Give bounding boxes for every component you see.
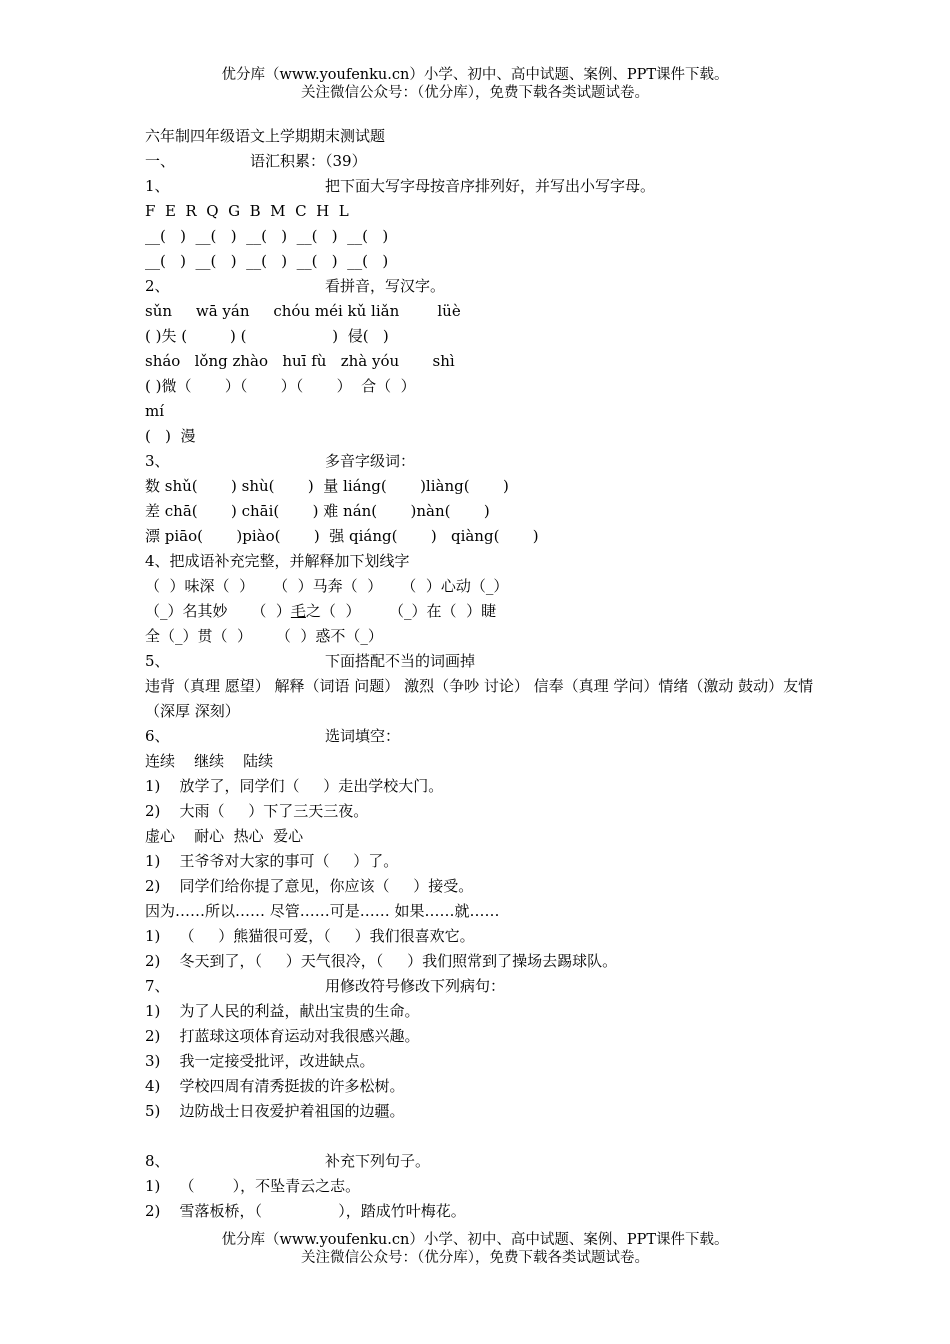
header-line-1: 优分库（www.youfenku.cn）小学、初中、高中试题、案例、PPT课件下载。	[221, 67, 729, 83]
q2-number: 2、	[145, 277, 170, 295]
q6-item-2-2: 2) 同学们给你提了意见，你应该（ ）接受。	[145, 877, 474, 895]
q3-line-3: 漂 piāo( )piào( ) 强 qiáng( ) qiàng( )	[145, 527, 539, 545]
q2-text: 看拼音，写汉字。	[325, 277, 446, 295]
q6-text: 选词填空：	[325, 727, 401, 745]
q2-pinyin-2: sháo lǒng zhào huī fù zhà yóu shì	[145, 352, 455, 370]
footer-line-1: 优分库（www.youfenku.cn）小学、初中、高中试题、案例、PPT课件下载。	[221, 1232, 729, 1248]
q2-hanzi-3: ( ) 漫	[145, 427, 196, 445]
q6-item-1-1: 1) 放学了，同学们（ ）走出学校大门。	[145, 777, 444, 795]
q7-number: 7、	[145, 977, 170, 995]
spacer	[145, 1124, 815, 1149]
q6-item-1-2: 2) 大雨（ ）下了三天三夜。	[145, 802, 369, 820]
q5-heading	[145, 649, 815, 674]
q4-line-2-part-a: （_）名其妙 （ ）	[145, 602, 291, 620]
document-body	[145, 124, 815, 1224]
q2-pinyin-3: mí	[145, 402, 165, 420]
q3-heading	[145, 449, 815, 474]
q7-item-2: 2) 打蓝球这项体育运动对我很感兴趣。	[145, 1027, 420, 1045]
q7-item-5: 5) 边防战士日夜爱护着祖国的边疆。	[145, 1102, 405, 1120]
q3-line-1: 数 shǔ( ) shù( ) 量 liáng( )liàng( )	[145, 477, 509, 495]
q5-text: 下面搭配不当的词画掉	[325, 652, 476, 670]
q7-item-3: 3) 我一定接受批评，改进缺点。	[145, 1052, 375, 1070]
q6-words-3: 因为……所以…… 尽管……可是…… 如果……就……	[145, 902, 500, 920]
q7-item-4: 4) 学校四周有清秀挺拔的许多松树。	[145, 1077, 405, 1095]
q1-answer-row-1: __( ) __( ) __( ) __( ) __( )	[145, 227, 389, 245]
section-1-text: 语汇积累：（39）	[250, 152, 367, 170]
q1-heading	[145, 174, 815, 199]
q4-heading: 4、把成语补充完整，并解释加下划线字	[145, 552, 410, 570]
q4-line-2	[145, 599, 815, 624]
q7-heading	[145, 974, 815, 999]
q8-heading	[145, 1149, 815, 1174]
q6-item-2-1: 1) 王爷爷对大家的事可（ ）了。	[145, 852, 399, 870]
q5-number: 5、	[145, 652, 170, 670]
q1-text: 把下面大写字母按音序排列好，并写出小写字母。	[325, 177, 656, 195]
q2-pinyin-1: sǔn wā yán chóu méi kǔ liǎn lüè	[145, 302, 461, 320]
q1-letters: F E R Q G B M C H L	[145, 202, 349, 220]
q7-item-1: 1) 为了人民的利益，献出宝贵的生命。	[145, 1002, 420, 1020]
q4-line-1: （ ）味深（ ） （ ）马奔（ ） （ ）心动（_）	[145, 577, 509, 595]
q8-text: 补充下列句子。	[325, 1152, 431, 1170]
section-1-number: 一、	[145, 152, 176, 170]
page-header	[0, 66, 950, 102]
q2-hanzi-2: ( )微（ ）（ ）（ ） 合（ ）	[145, 377, 416, 395]
q6-words-2: 虚心 耐心 热心 爱心	[145, 827, 304, 845]
q8-number: 8、	[145, 1152, 170, 1170]
q8-item-1: 1) （ ），不坠青云之志。	[145, 1177, 361, 1195]
q1-number: 1、	[145, 177, 170, 195]
q2-heading	[145, 274, 815, 299]
q6-heading	[145, 724, 815, 749]
q2-hanzi-1: ( )失 ( ) ( ) 侵( )	[145, 327, 389, 345]
q1-answer-row-2: __( ) __( ) __( ) __( ) __( )	[145, 252, 389, 270]
q6-item-3-1: 1) （ ）熊猫很可爱，（ ）我们很喜欢它。	[145, 927, 475, 945]
doc-title: 六年制四年级语文上学期期末测试题	[145, 127, 386, 145]
header-line-2: 关注微信公众号：（优分库），免费下载各类试题试卷。	[301, 85, 649, 101]
q4-underlined-char: 毛	[290, 602, 306, 620]
q4-line-3: 全（_）贯（ ） （ ）惑不（_）	[145, 627, 383, 645]
q6-number: 6、	[145, 727, 170, 745]
q4-line-2-part-b: 之（ ） （_）在（ ）睫	[305, 602, 497, 620]
footer-line-2: 关注微信公众号：（优分库），免费下载各类试题试卷。	[301, 1250, 649, 1266]
q6-words-1: 连续 继续 陆续	[145, 752, 274, 770]
q3-text: 多音字级词：	[325, 452, 416, 470]
page-footer	[0, 1231, 950, 1267]
q7-text: 用修改符号修改下列病句：	[325, 977, 506, 995]
section-1-heading	[145, 149, 815, 174]
q8-item-2: 2) 雪落板桥，（ ），踏成竹叶梅花。	[145, 1202, 466, 1220]
q3-number: 3、	[145, 452, 170, 470]
q5-body: 违背（真理 愿望） 解释（词语 问题） 激烈（争吵 讨论） 信奉（真理 学问）情绪（激动 鼓动）友情（深厚 深刻）	[145, 677, 814, 720]
q3-line-2: 差 chā( ) chāi( ) 难 nán( )nàn( )	[145, 502, 490, 520]
q6-item-3-2: 2) 冬天到了，（ ）天气很冷，（ ）我们照常到了操场去踢球队。	[145, 952, 618, 970]
